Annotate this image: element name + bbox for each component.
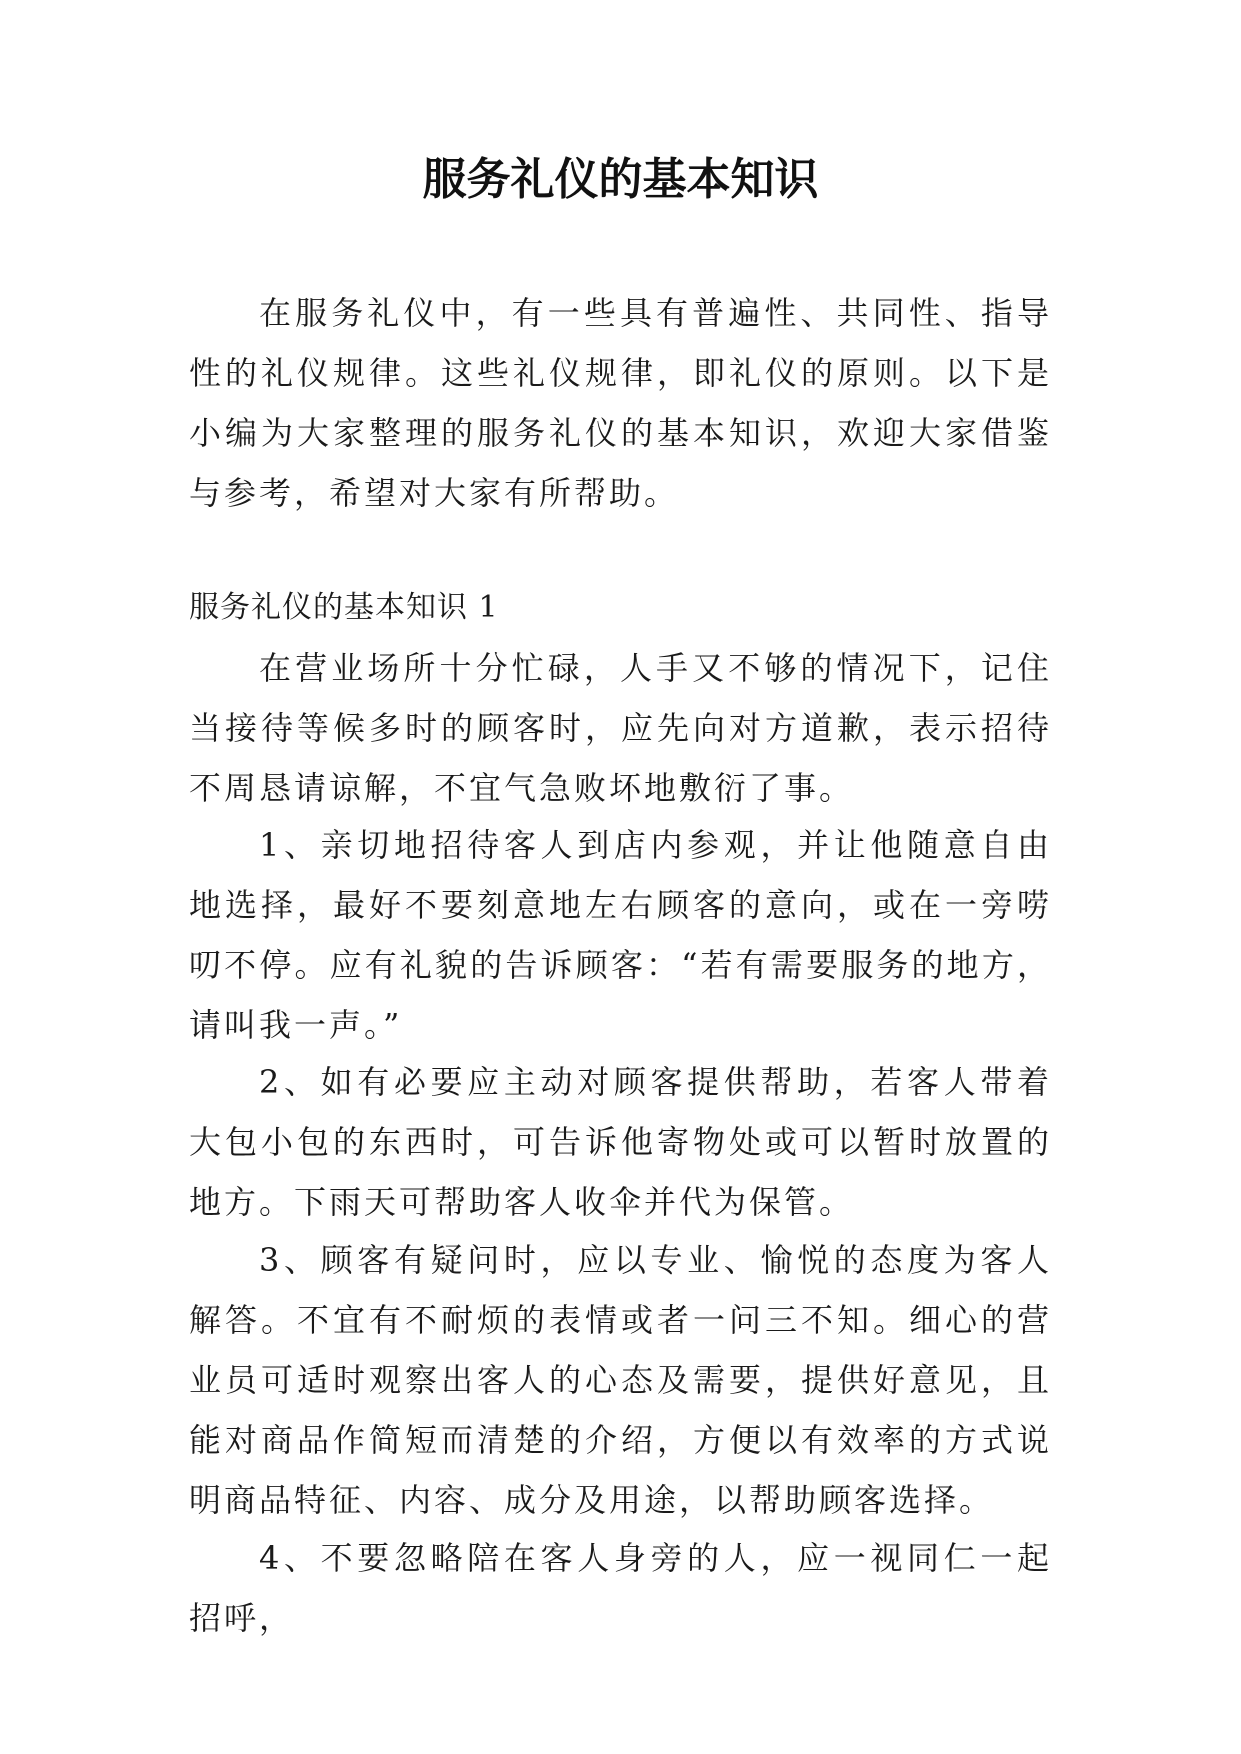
section-heading: 服务礼仪的基本知识 1	[189, 590, 499, 625]
document-title: 服务礼仪的基本知识	[422, 154, 819, 205]
section-paragraph: 在营业场所十分忙碌，人手又不够的情况下，记住当接待等候多时的顾客时，应先向对方道歉，表示招待不周恳请谅解，不宜气急败坏地敷衍了事。	[189, 649, 1052, 807]
intro-paragraph: 在服务礼仪中，有一些具有普遍性、共同性、指导性的礼仪规律。这些礼仪规律，即礼仪的原则。以下是小编为大家整理的服务礼仪的基本知识，欢迎大家借鉴与参考，希望对大家有所帮助。	[189, 294, 1052, 512]
section-paragraph: 4、不要忽略陪在客人身旁的人，应一视同仁一起招呼，	[189, 1539, 1052, 1637]
section-paragraph: 3、顾客有疑问时，应以专业、愉悦的态度为客人解答。不宜有不耐烦的表情或者一问三不知。细心的营业员可适时观察出客人的心态及需要，提供好意见，且能对商品作简短而清楚的介绍，方便以有效率的方式说明商品特征、内容、成分及用途，以帮助顾客选择。	[189, 1241, 1052, 1519]
section-paragraph: 1、亲切地招待客人到店内参观，并让他随意自由地选择，最好不要刻意地左右顾客的意向，或在一旁唠叨不停。应有礼貌的告诉顾客：“若有需要服务的地方，请叫我一声。”	[189, 826, 1052, 1044]
section-paragraph: 2、如有必要应主动对顾客提供帮助，若客人带着大包小包的东西时，可告诉他寄物处或可以暂时放置的地方。下雨天可帮助客人收伞并代为保管。	[189, 1063, 1052, 1221]
